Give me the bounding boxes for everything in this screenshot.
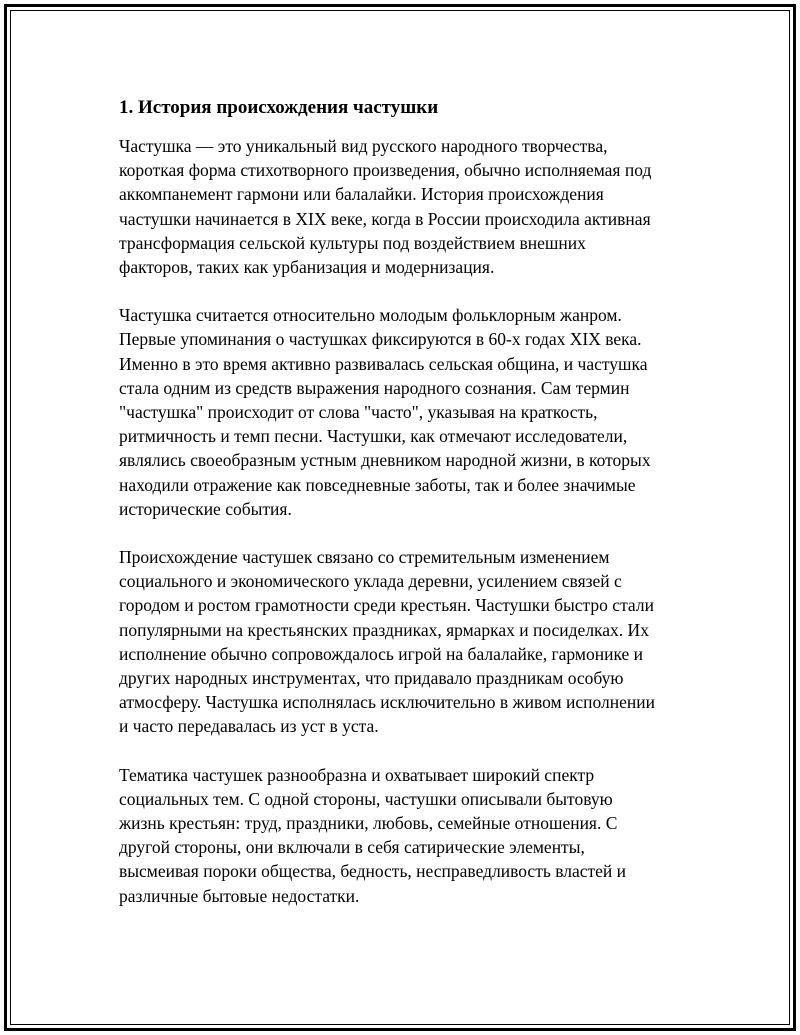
text-line: различные бытовые недостатки. bbox=[119, 885, 360, 906]
text-line: городом и ростом грамотности среди крестьян. Частушки быстро стали bbox=[119, 595, 654, 616]
text-line: ритмичность и темп песни. Частушки, как отмечают исследователи, bbox=[119, 426, 628, 447]
text-line: Происхождение частушек связано со стремительным изменением bbox=[119, 547, 610, 568]
text-line: исполнение обычно сопровождалось игрой на балалайке, гармонике и bbox=[119, 643, 644, 664]
section-heading: 1. История происхождения частушки bbox=[119, 97, 439, 118]
text-line: трансформация сельской культуры под воздействием внешних bbox=[119, 232, 586, 253]
text-line: исторические события. bbox=[119, 498, 292, 519]
text-line: аккомпанемент гармони или балалайки. История происхождения bbox=[119, 184, 604, 205]
paragraph-4 bbox=[119, 763, 719, 908]
text-line: атмосферу. Частушка исполнялась исключительно в живом исполнении bbox=[119, 692, 655, 713]
paragraph-3 bbox=[119, 545, 719, 739]
text-line: Частушка — это уникальный вид русского народного творчества, bbox=[119, 136, 608, 156]
text-line: стала одним из средств выражения народного сознания. Сам термин bbox=[119, 377, 630, 398]
text-line: социального и экономического уклада деревни, усилением связей с bbox=[119, 571, 622, 592]
text-line: жизнь крестьян: труд, праздники, любовь, семейные отношения. С bbox=[119, 813, 618, 834]
text-line: частушки начинается в XIX веке, когда в России происходила активная bbox=[119, 208, 651, 229]
text-line: Первые упоминания о частушках фиксируются в 60-х годах XIX века. bbox=[119, 329, 642, 350]
text-line: факторов, таких как урбанизация и модернизация. bbox=[119, 257, 495, 278]
text-line: являлись своеобразным устным дневником народной жизни, в которых bbox=[119, 450, 651, 471]
text-line: высмеивая пороки общества, бедность, несправедливость властей и bbox=[119, 861, 627, 882]
text-line: Именно в это время активно развивалась сельская община, и частушка bbox=[119, 353, 648, 374]
text-line: короткая форма стихотворного произведения, обычно исполняемая под bbox=[119, 160, 652, 181]
paragraph-2 bbox=[119, 303, 719, 521]
text-line: и часто передавалась из уст в уста. bbox=[119, 716, 379, 737]
paragraph-1 bbox=[119, 134, 719, 279]
text-line: социальных тем. С одной стороны, частушки описывали бытовую bbox=[119, 788, 613, 809]
text-line: "частушка" происходит от слова "часто", указывая на краткость, bbox=[119, 402, 598, 423]
text-line: другой стороны, они включали в себя сатирические элементы, bbox=[119, 837, 585, 858]
text-line: Частушка считается относительно молодым фольклорным жанром. bbox=[119, 305, 622, 326]
text-line: популярными на крестьянских праздниках, ярмарках и посиделках. Их bbox=[119, 619, 649, 640]
text-line: Тематика частушек разнообразна и охватывает широкий спектр bbox=[119, 764, 595, 785]
text-line: находили отражение как повседневные заботы, так и более значимые bbox=[119, 474, 636, 495]
document-body bbox=[119, 96, 719, 932]
text-line: других народных инструментах, что придавало праздникам особую bbox=[119, 668, 624, 689]
